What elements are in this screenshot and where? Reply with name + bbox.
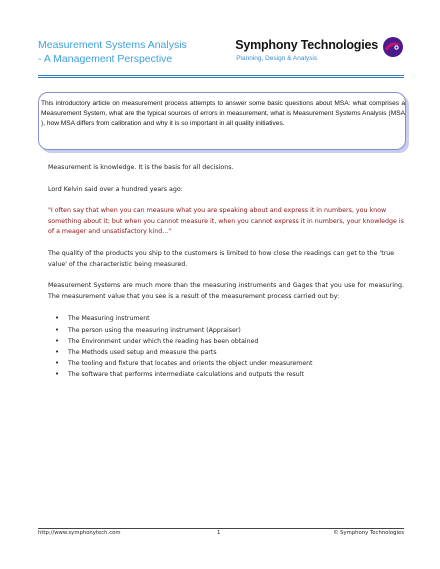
footer-url[interactable]: http://www.symphonytech.com (38, 530, 121, 536)
list-item-text: The software that performs intermediate calculations and outputs the result (68, 371, 304, 379)
abstract-text: This introductory article on measurement process attempts to answer some basic questions about MSA: what comprises a Measurement System, what are the typical sources of errors in measurement, what is Measurement Systems Analysis (MSA ), how MSA differs from calibration and why it is so important in all quality initiatives. (41, 100, 405, 128)
title-line-2: - A Management Perspective (38, 53, 173, 65)
footer-rule (38, 528, 404, 529)
abstract-box (38, 92, 406, 150)
list-item (48, 358, 404, 369)
header-rule-secondary (38, 77, 404, 78)
list-item-text: The Environment under which the reading has been obtained (68, 337, 259, 345)
footer-copyright: © Symphony Technologies (333, 530, 404, 536)
bullet-icon: • (55, 325, 60, 334)
symphony-logo-icon (382, 36, 404, 58)
page-header (38, 38, 404, 71)
bullet-icon: • (55, 359, 60, 368)
measurement-process-list (48, 313, 404, 380)
footer-page-number: 1 (217, 530, 221, 536)
bullet-icon: • (55, 336, 60, 345)
list-item (48, 313, 404, 324)
list-item (48, 347, 404, 358)
list-item-text: The tooling and fixture that locates and orients the object under measurement (68, 360, 313, 368)
article-body (48, 163, 404, 381)
list-item-text: The Measuring instrument (68, 315, 150, 323)
paragraph-knowledge: Measurement is knowledge. It is the basis for all decisions. (48, 164, 234, 171)
brand-block (235, 38, 378, 62)
paragraph-measurement-systems: Measurement Systems are much more than the measuring instruments and Gages that you use for measuring. The measurement value that you see is a result of the measurement process carried out by: (48, 282, 404, 300)
brand-tagline: Planning, Design & Analysis (236, 55, 318, 62)
header-rule (38, 75, 404, 76)
brand-name: Symphony Technologies (235, 38, 378, 52)
kelvin-quote: "I often say that when you can measure what you are speaking about and express it in numbers, you know something about it; but when you cannot measure it, when you cannot express it in numbers, your knowledge is of a meager and unsatisfactory kind..." (48, 207, 404, 236)
title-line-1: Measurement Systems Analysis (38, 39, 187, 51)
bullet-icon: • (55, 347, 60, 356)
bullet-icon: • (55, 370, 60, 379)
list-item (48, 369, 404, 380)
list-item-text: The person using the measuring instrument (Appraiser) (68, 326, 241, 334)
list-item-text: The Methods used setup and measure the parts (68, 348, 217, 356)
paragraph-kelvin: Lord Kelvin said over a hundred years ago: (48, 185, 183, 193)
list-item (48, 336, 404, 347)
list-item (48, 325, 404, 336)
paragraph-quality: The quality of the products you ship to the customers is limited to how close the readings can get to the 'true value' of the characteristic being measured. (48, 249, 395, 268)
bullet-icon: • (55, 314, 60, 323)
